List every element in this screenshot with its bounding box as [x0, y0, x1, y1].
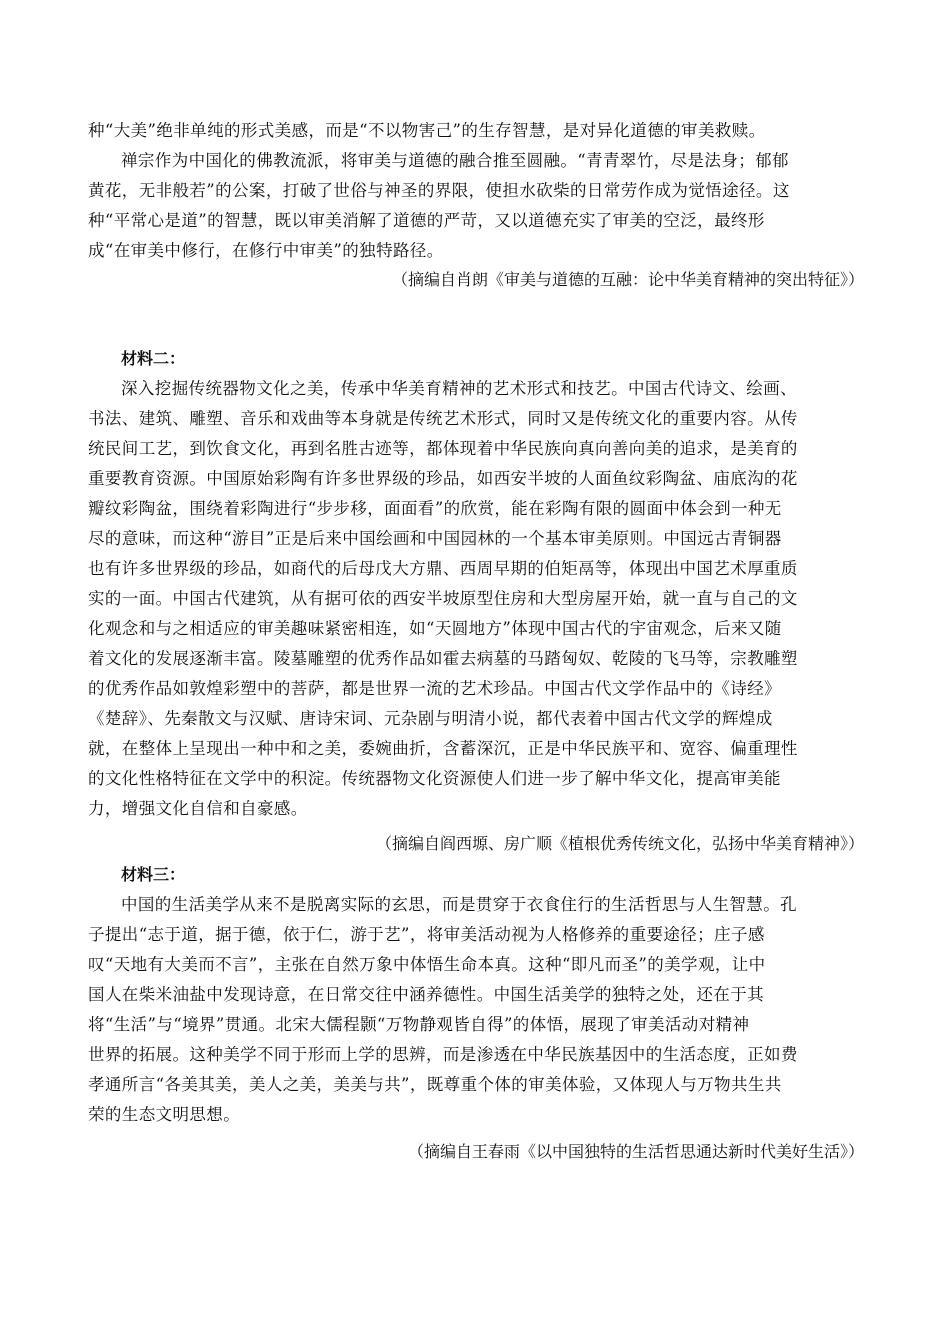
- paragraph-line: 重要教育资源。中国原始彩陶有许多世界级的珍品，如西安半坡的人面鱼纹彩陶盆、庙底沟的花: [88, 469, 798, 488]
- paragraph-line: 就，在整体上呈现出一种中和之美，委婉曲折，含蓄深沉，正是中华民族平和、宽容、偏重理性: [88, 739, 798, 758]
- paragraph-line: 成“在审美中修行，在修行中审美”的独特路径。: [88, 241, 444, 260]
- paragraph-line: 力，增强文化自信和自豪感。: [88, 799, 308, 818]
- section-heading-2: 材料二：: [121, 349, 186, 368]
- citation-3: （摘编自王春雨《以中国独特的生活哲思通达新时代美好生活》）: [407, 1144, 864, 1161]
- paragraph-line: 瓣纹彩陶盆，围绕着彩陶进行“步步移，面面看”的欣赏，能在彩陶有限的圆面中体会到一种无: [88, 499, 782, 518]
- paragraph-line: 着文化的发展逐渐丰富。陵墓雕塑的优秀作品如霍去病墓的马踏匈奴、乾陵的飞马等，宗教雕塑: [88, 649, 798, 668]
- citation-2: （摘编自阎西塬、房广顺《植根优秀传统文化，弘扬中华美育精神》）: [375, 836, 864, 853]
- paragraph-line: 实的一面。中国古代建筑，从有据可依的西安半坡原型住房和大型房屋开始，就一直与自己的文: [88, 589, 798, 608]
- paragraph-line: 禅宗作为中国化的佛教流派，将审美与道德的融合推至圆融。“青青翠竹，尽是法身；郁郁: [121, 151, 789, 170]
- paragraph-line: 叹“天地有大美而不言”，主张在自然万象中体悟生命本真。这种“即凡而圣”的美学观，让中: [88, 955, 766, 974]
- paragraph-line: 子提出“志于道，据于德，依于仁，游于艺”，将审美活动视为人格修养的重要途径；庄子感: [88, 925, 765, 944]
- section-1: [88, 116, 864, 296]
- paragraph-line: 黄花，无非般若”的公案，打破了世俗与神圣的界限，使担水砍柴的日常劳作成为觉悟途径。这: [88, 181, 790, 200]
- paragraph-line: 国人在柴米油盐中发现诗意，在日常交往中涵养德性。中国生活美学的独特之处，还在于其: [88, 985, 764, 1004]
- paragraph-line: 种“大美”绝非单纯的形式美感，而是“不以物害己”的生存智慧，是对异化道德的审美救赎。: [88, 121, 766, 140]
- paragraph-line: 种“平常心是道”的智慧，既以审美消解了道德的严苛，又以道德充实了审美的空泛，最终形: [88, 211, 765, 230]
- paragraph-line: 荣的生态文明思想。: [88, 1105, 241, 1124]
- paragraph-line: 化观念和与之相适应的审美趣味紧密相连，如“天圆地方”体现中国古代的宇宙观念，后来又随: [88, 619, 782, 638]
- paragraph-line: 尽的意味，而这种“游目”正是后来中国绘画和中国园林的一个基本审美原则。中国远古青铜器: [88, 529, 782, 548]
- paragraph-line: 书法、建筑、雕塑、音乐和戏曲等本身就是传统艺术形式，同时又是传统文化的重要内容。从传: [88, 409, 798, 428]
- section-2: [88, 344, 864, 860]
- section-3: [88, 860, 864, 1168]
- paragraph-line: 中国的生活美学从来不是脱离实际的玄思，而是贯穿于衣食住行的生活哲思与人生智慧。孔: [121, 895, 797, 914]
- paragraph-line: 也有许多世界级的珍品，如商代的后母戊大方鼎、西周早期的伯矩鬲等，体现出中国艺术厚重质: [88, 559, 798, 578]
- citation-1: （摘编自肖朗《审美与道德的互融：论中华美育精神的突出特征》）: [391, 272, 864, 289]
- paragraph-line: 将“生活”与“境界”贯通。北宋大儒程颢“万物静观皆自得”的体悟，展现了审美活动对精神: [88, 1015, 750, 1034]
- paragraph-line: 《楚辞》、先秦散文与汉赋、唐诗宋词、元杂剧与明清小说，都代表着中国古代文学的辉煌成: [88, 709, 773, 728]
- paragraph-line: 孝通所言“各美其美，美人之美，美美与共”，既尊重个体的审美体验，又体现人与万物共生共: [88, 1075, 782, 1094]
- paragraph-line: 世界的拓展。这种美学不同于形而上学的思辨，而是渗透在中华民族基因中的生活态度，正如费: [88, 1045, 798, 1064]
- paragraph-line: 的文化性格特征在文学中的积淀。传统器物文化资源使人们进一步了解中华文化，提高审美能: [88, 769, 781, 788]
- paragraph-line: 深入挖掘传统器物文化之美，传承中华美育精神的艺术形式和技艺。中国古代诗文、绘画、: [121, 379, 797, 398]
- section-heading-3: 材料三：: [121, 865, 186, 884]
- paragraph-line: 统民间工艺，到饮食文化，再到名胜古迹等，都体现着中华民族向真向善向美的追求，是美育的: [88, 439, 798, 458]
- document-page: [88, 116, 864, 1168]
- paragraph-line: 的优秀作品如敦煌彩塑中的菩萨，都是世界一流的艺术珍品。中国古代文学作品中的《诗经》: [88, 679, 781, 698]
